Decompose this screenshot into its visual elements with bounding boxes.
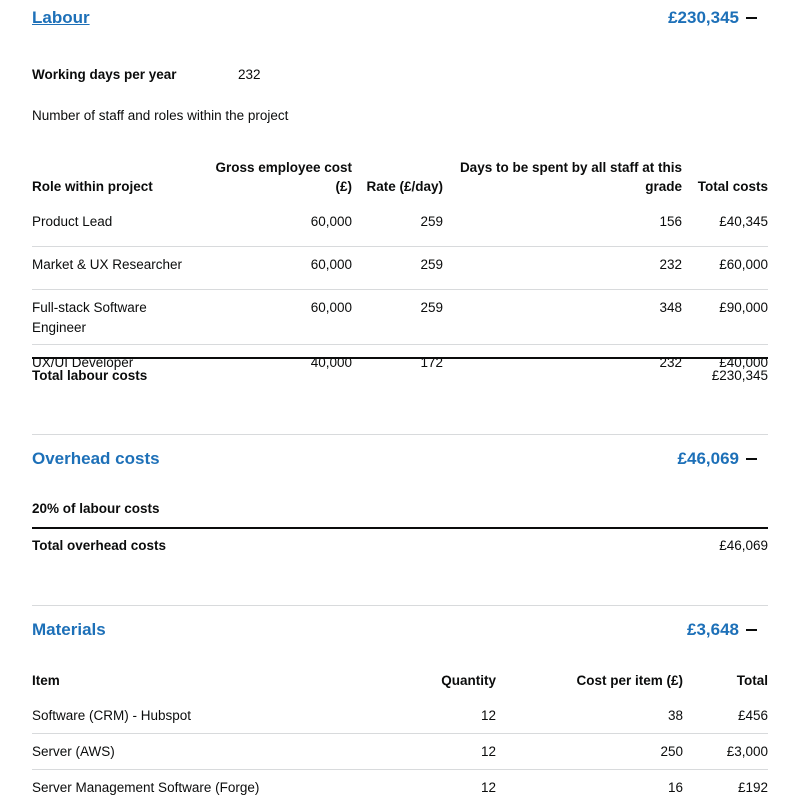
total-cell: £40,000 xyxy=(719,355,768,370)
labour-title[interactable]: Labour xyxy=(32,8,90,27)
labour-table-header xyxy=(32,150,768,204)
item-cell: Server (AWS) xyxy=(32,734,362,770)
overhead-header[interactable] xyxy=(32,441,768,477)
table-row xyxy=(32,770,768,799)
collapse-minus-icon[interactable] xyxy=(746,629,757,632)
materials-total-amount: £3,648 xyxy=(687,620,739,639)
quantity-cell: 12 xyxy=(362,734,496,770)
section-divider xyxy=(32,605,768,606)
collapse-minus-icon[interactable] xyxy=(746,458,757,461)
materials-table xyxy=(32,671,768,798)
col-days: Days to be spent by all staff at this grade xyxy=(459,160,682,194)
col-rate: Rate (£/day) xyxy=(366,179,443,194)
labour-section xyxy=(32,0,768,36)
overhead-total-divider xyxy=(32,527,768,529)
labour-header[interactable] xyxy=(32,0,768,36)
materials-title[interactable]: Materials xyxy=(32,620,106,639)
role-cell: Product Lead xyxy=(32,204,202,247)
table-row xyxy=(32,290,768,345)
total-cell: £3,000 xyxy=(683,734,768,770)
labour-total-amount: £230,345 xyxy=(668,8,739,27)
overhead-section xyxy=(32,441,768,477)
gross-cell: 40,000 xyxy=(310,355,352,370)
staff-caption: Number of staff and roles within the project xyxy=(32,108,289,123)
quantity-cell: 12 xyxy=(480,780,496,795)
overhead-total-amount: £46,069 xyxy=(677,449,739,468)
quantity-cell: 12 xyxy=(362,698,496,734)
section-divider xyxy=(32,434,768,435)
rate-cell: 259 xyxy=(352,290,443,345)
materials-total-heading xyxy=(687,620,768,640)
col-cost: Cost per item (£) xyxy=(576,673,683,688)
col-total: Total xyxy=(736,673,768,688)
total-cell: £192 xyxy=(737,780,768,795)
overhead-total-heading xyxy=(678,449,768,469)
cost-cell: 16 xyxy=(667,780,683,795)
overhead-note: 20% of labour costs xyxy=(32,501,160,516)
materials-table-header xyxy=(32,671,768,698)
item-cell: Server Management Software (Forge) xyxy=(32,780,260,795)
cost-cell: 38 xyxy=(496,698,683,734)
gross-cell: 60,000 xyxy=(202,290,352,345)
labour-table xyxy=(32,150,768,379)
col-item: Item xyxy=(32,673,60,688)
total-cell: £90,000 xyxy=(682,290,768,345)
role-cell: Market & UX Researcher xyxy=(32,247,202,290)
table-row xyxy=(32,204,768,247)
working-days-row xyxy=(32,67,261,82)
overhead-total-value: £46,069 xyxy=(719,538,768,553)
days-cell: 232 xyxy=(659,355,682,370)
col-total: Total costs xyxy=(697,179,768,194)
rate-cell: 259 xyxy=(352,247,443,290)
rate-cell: 172 xyxy=(420,355,443,370)
materials-header[interactable] xyxy=(32,612,768,648)
rate-cell: 259 xyxy=(352,204,443,247)
labour-total-value: £230,345 xyxy=(711,368,768,383)
materials-section xyxy=(32,612,768,648)
days-cell: 156 xyxy=(443,204,682,247)
role-cell: Full-stack Software Engineer xyxy=(32,290,202,345)
gross-cell: 60,000 xyxy=(202,204,352,247)
col-gross: Gross employee cost (£) xyxy=(215,160,352,194)
labour-total-divider xyxy=(32,357,768,359)
days-cell: 348 xyxy=(443,290,682,345)
item-cell: Software (CRM) - Hubspot xyxy=(32,698,362,734)
working-days-value: 232 xyxy=(238,67,261,82)
col-role: Role within project xyxy=(32,179,153,194)
labour-total-row xyxy=(32,368,768,383)
total-cell: £60,000 xyxy=(682,247,768,290)
table-row xyxy=(32,734,768,770)
overhead-title[interactable]: Overhead costs xyxy=(32,449,160,468)
total-cell: £40,345 xyxy=(682,204,768,247)
working-days-label: Working days per year xyxy=(32,67,177,82)
cost-cell: 250 xyxy=(496,734,683,770)
table-row xyxy=(32,698,768,734)
total-cell: £456 xyxy=(683,698,768,734)
col-quantity: Quantity xyxy=(441,673,496,688)
overhead-total-label: Total overhead costs xyxy=(32,538,167,553)
overhead-total-row xyxy=(32,538,768,553)
labour-total-heading xyxy=(668,8,768,28)
labour-total-label: Total labour costs xyxy=(32,368,148,383)
role-cell: UX/UI Developer xyxy=(32,355,134,370)
collapse-minus-icon[interactable] xyxy=(746,17,757,20)
table-row xyxy=(32,247,768,290)
gross-cell: 60,000 xyxy=(202,247,352,290)
days-cell: 232 xyxy=(443,247,682,290)
